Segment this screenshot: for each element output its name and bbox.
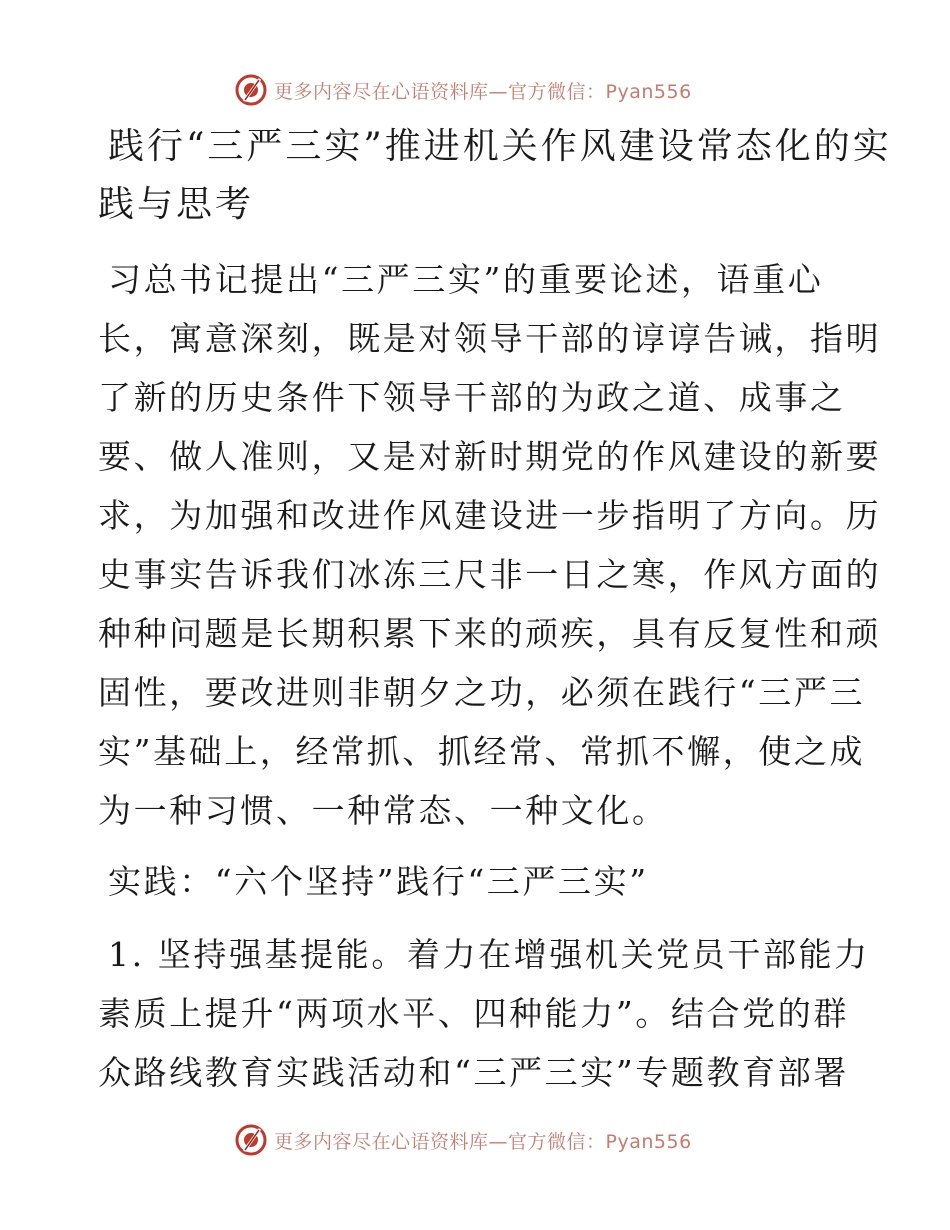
title-line: 践与思考: [98, 184, 255, 225]
text-line: 众路线教育实践活动和“三严三实”专题教育部署: [98, 1053, 849, 1092]
section-heading: 实践：“六个坚持”践行“三严三实”: [108, 862, 649, 901]
text-line: 要、做人准则，又是对新时期党的作风建设的新要: [98, 437, 882, 476]
text-line: 求，为加强和改进作风建设进一步指明了方向。历: [98, 496, 882, 535]
text-line: 习总书记提出“三严三实”的重要论述，语重心: [108, 260, 824, 299]
text-line: 史事实告诉我们冰冻三尺非一日之寒，作风方面的: [98, 555, 882, 594]
document-title: [98, 118, 892, 234]
text-line: 实”基础上，经常抓、抓经常、常抓不懈，使之成: [98, 732, 866, 771]
logo-icon: [234, 73, 268, 107]
document-body: [98, 118, 892, 1102]
text-line: 了新的历史条件下领导干部的为政之道、成事之: [98, 378, 846, 417]
text-line: 长，寓意深刻，既是对领导干部的谆谆告诫，指明: [98, 319, 882, 358]
watermark-top: [234, 72, 692, 108]
paragraph-intro: [98, 250, 882, 840]
watermark-text: 更多内容尽在心语资料库—官方微信：Pyan556: [274, 80, 692, 103]
watermark-text: 更多内容尽在心语资料库—官方微信：Pyan556: [274, 1130, 692, 1153]
paragraph-practice-1: [98, 925, 870, 1102]
watermark-bottom: [234, 1122, 692, 1158]
text-line: 固性，要改进则非朝夕之功，必须在践行“三严三: [98, 673, 866, 712]
text-line: 种种问题是长期积累下来的顽疾，具有反复性和顽: [98, 614, 882, 653]
text-line: 素质上提升“两项水平、四种能力”。结合党的群: [98, 994, 849, 1033]
text-line: 为一种习惯、一种常态、一种文化。: [98, 791, 668, 830]
title-line: 践行“三严三实”推进机关作风建设常态化的实: [108, 126, 892, 167]
logo-icon: [234, 1123, 268, 1157]
text-line: 1. 坚持强基提能。着力在增强机关党员干部能力: [108, 935, 870, 974]
